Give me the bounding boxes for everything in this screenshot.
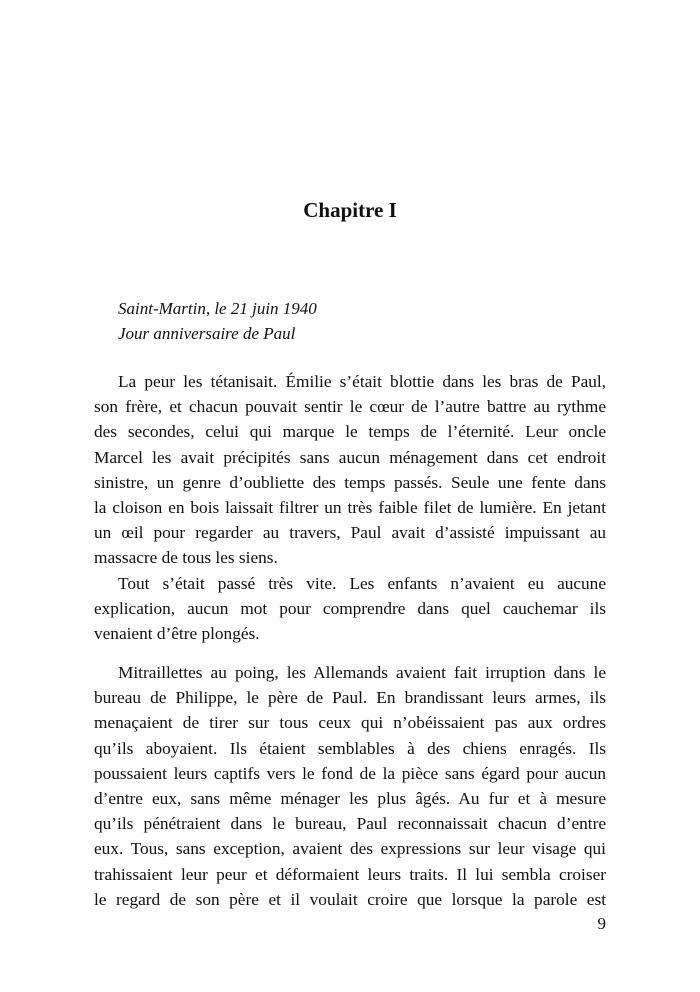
section-2	[94, 660, 606, 912]
text-line: explication, aucun mot pour comprendre dans quel cauchemar ils	[94, 598, 606, 618]
text-line: venaient d’être plongés.	[94, 623, 260, 643]
chapter-title: Chapitre I	[303, 198, 397, 222]
text-line: Tout s’était passé très vite. Les enfants n’avaient eu aucune	[118, 573, 606, 593]
page-number: 9	[597, 914, 606, 933]
text-line: un œil pour regarder au travers, Paul avait d’assisté impuissant au	[94, 523, 606, 543]
text-line: poussaient leurs captifs vers le fond de la pièce sans égard pour aucun	[94, 763, 606, 783]
text-line: menaçaient de tirer sur tous ceux qui n’obéissaient pas aux ordres	[94, 713, 606, 733]
text-line: des secondes, celui qui marque le temps de l’éternité. Leur oncle	[94, 422, 606, 442]
place-date-line: Saint-Martin, le 21 juin 1940	[118, 299, 317, 318]
subtitle-line: Jour anniversaire de Paul	[118, 324, 296, 343]
section-1	[94, 369, 606, 646]
text-line: qu’ils pénétraient dans le bureau, Paul reconnaissait chacun d’entre	[94, 814, 606, 834]
text-line: bureau de Philippe, le père de Paul. En brandissant leurs armes, ils	[94, 688, 606, 708]
text-line: trahissaient leur peur et déformaient leurs traits. Il lui sembla croiser	[94, 864, 606, 884]
text-line: Mitraillettes au poing, les Allemands avaient fait irruption dans le	[118, 663, 606, 682]
chapter-heading	[118, 296, 618, 346]
text-line: la cloison en bois laissait filtrer un très faible filet de lumière. En jetant	[94, 497, 606, 517]
text-line: massacre de tous les siens.	[94, 548, 278, 568]
text-line: son frère, et chacun pouvait sentir le cœur de l’autre battre au rythme	[94, 397, 606, 417]
text-line: Marcel les avait précipités sans aucun ménagement dans cet endroit	[94, 447, 606, 467]
text-line: qu’ils aboyaient. Ils étaient semblables à des chiens enragés. Ils	[94, 738, 606, 758]
text-line: La peur les tétanisait. Émilie s’était blottie dans les bras de Paul,	[118, 372, 606, 391]
text-line: d’entre eux, sans même ménager les plus âgés. Au fur et à mesure	[94, 788, 606, 808]
text-line: sinistre, un genre d’oubliette des temps passés. Seule une fente dans	[94, 472, 606, 492]
text-line: eux. Tous, sans exception, avaient des expressions sur leur visage qui	[94, 839, 606, 859]
text-line: le regard de son père et il voulait croire que lorsque la parole est	[94, 889, 606, 909]
